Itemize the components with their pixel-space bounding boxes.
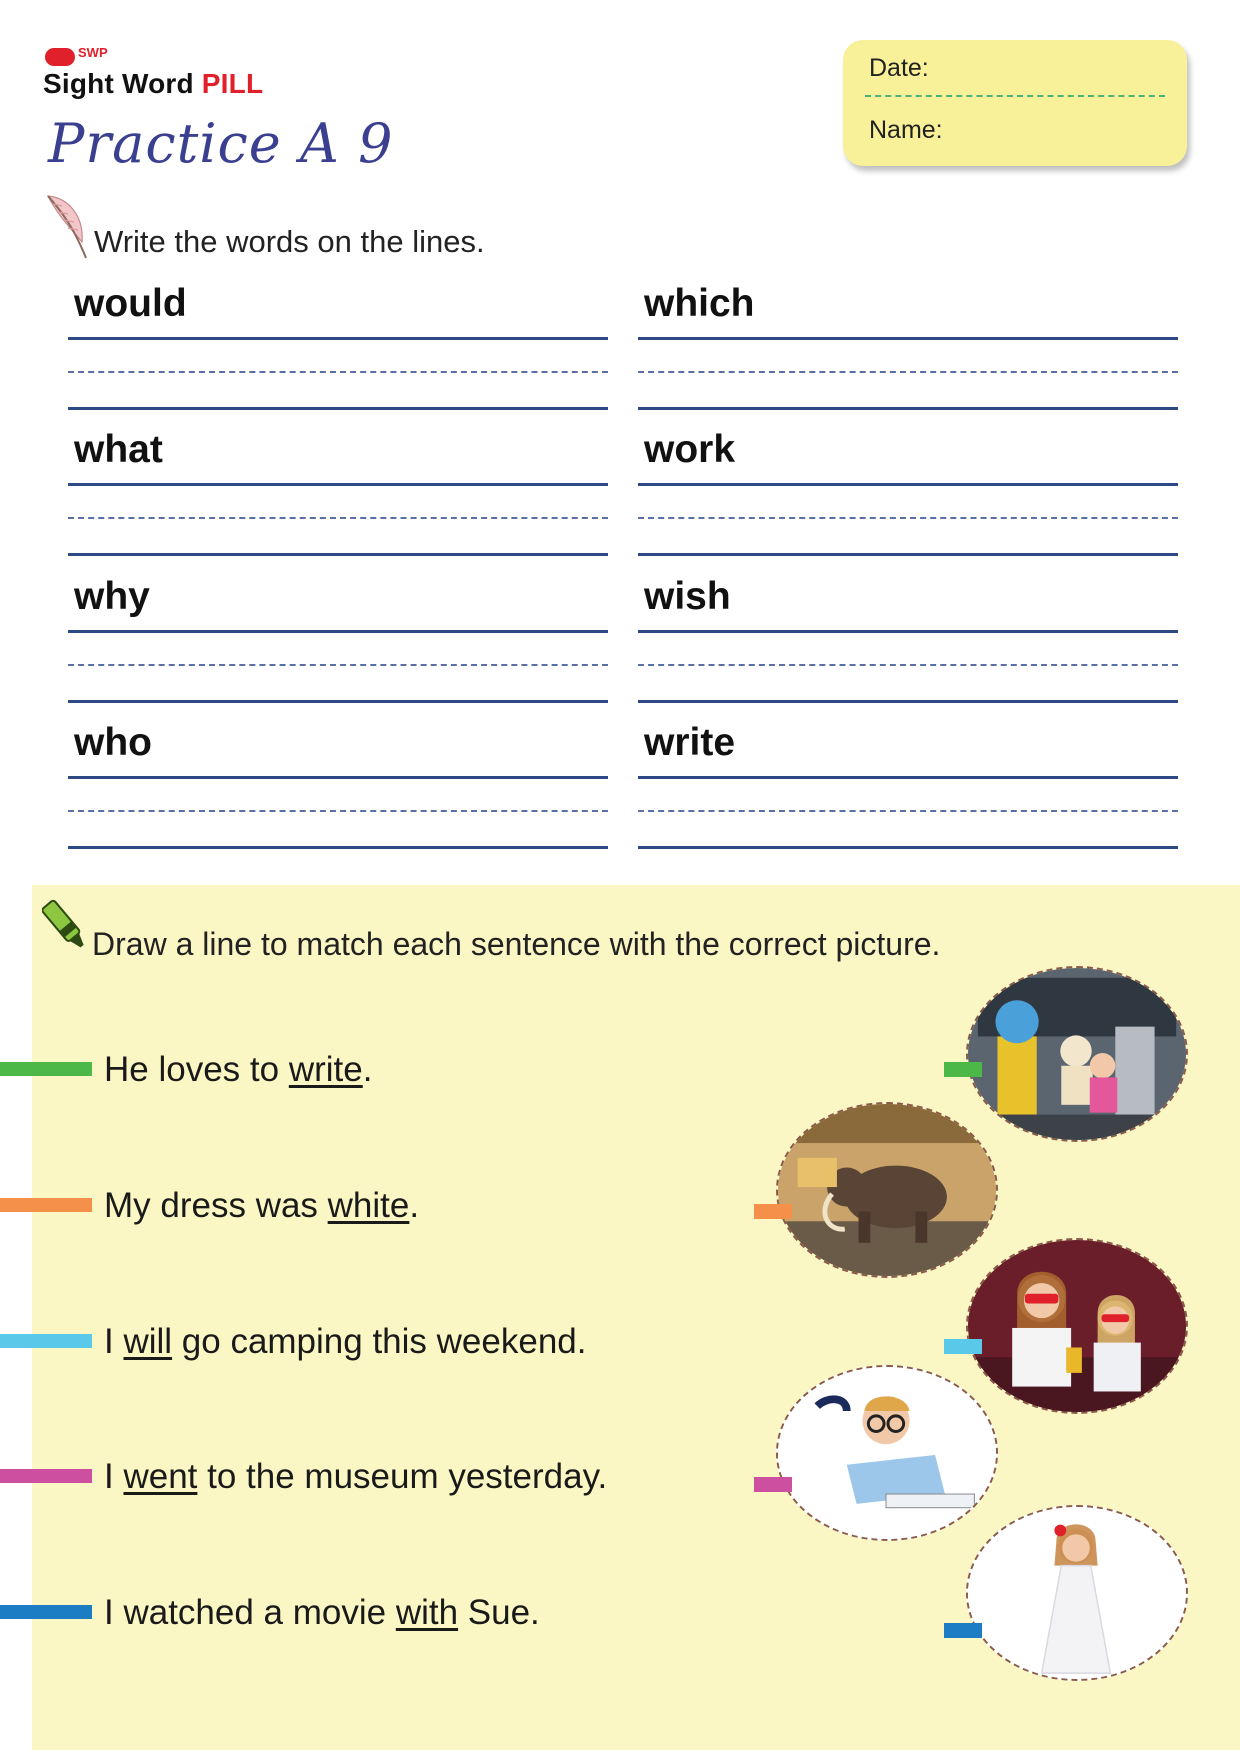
- museum-mammoth-icon: [778, 1104, 996, 1276]
- boy-writing-photo[interactable]: [776, 1365, 998, 1541]
- writing-instruction: Write the words on the lines.: [94, 224, 485, 259]
- writing-row-work[interactable]: [638, 426, 1178, 572]
- sight-word: with: [395, 1593, 459, 1632]
- writing-row-what[interactable]: [68, 426, 608, 572]
- sentence-text: He loves to: [104, 1050, 289, 1089]
- writing-line-mid: [68, 664, 608, 666]
- sentence-text: .: [362, 1050, 373, 1089]
- sight-word-pill-logo: [40, 40, 300, 110]
- girl-white-dress-photo[interactable]: [966, 1505, 1188, 1681]
- writing-line-top: [638, 776, 1178, 779]
- writing-line-bottom: [68, 846, 608, 849]
- picture-connector-green[interactable]: [944, 1062, 982, 1077]
- writing-row-would[interactable]: [68, 280, 608, 426]
- writing-row-write[interactable]: [638, 719, 1178, 865]
- practice-word: work: [644, 428, 736, 471]
- matching-instruction: Draw a line to match each sentence with the correct picture.: [92, 926, 941, 962]
- writing-line-top: [638, 630, 1178, 633]
- car-trunk-girl-dog-icon: [968, 968, 1186, 1140]
- date-label: Date:: [869, 54, 929, 82]
- sentence-connector-blue[interactable]: [0, 1605, 92, 1619]
- marker-pen-icon: [42, 896, 90, 958]
- picture-connector-lightblue[interactable]: [944, 1339, 982, 1354]
- writing-line-top: [68, 630, 608, 633]
- writing-line-bottom: [638, 553, 1178, 556]
- logo-brand-text: Sight Word: [43, 68, 202, 99]
- sentence-5: [104, 1593, 540, 1633]
- writing-row-which[interactable]: [638, 280, 1178, 426]
- writing-line-mid: [68, 810, 608, 812]
- writing-line-top: [638, 337, 1178, 340]
- writing-line-mid: [68, 517, 608, 519]
- museum-mammoth-photo[interactable]: [776, 1102, 998, 1278]
- writing-line-bottom: [68, 407, 608, 410]
- practice-word: why: [74, 575, 150, 618]
- writing-line-mid: [638, 810, 1178, 812]
- practice-word: who: [74, 721, 152, 764]
- sight-word: will: [123, 1322, 173, 1361]
- writing-line-bottom: [68, 700, 608, 703]
- girl-white-dress-icon: [968, 1507, 1186, 1679]
- practice-word: which: [644, 282, 755, 325]
- sentence-1: [104, 1050, 372, 1090]
- sentence-text: .: [409, 1186, 420, 1225]
- picture-connector-blue[interactable]: [944, 1623, 982, 1638]
- sentence-2: [104, 1186, 419, 1226]
- picture-connector-orange[interactable]: [754, 1204, 792, 1219]
- sentence-connector-lightblue[interactable]: [0, 1334, 92, 1348]
- writing-line-bottom: [638, 407, 1178, 410]
- practice-word: what: [74, 428, 163, 471]
- pill-icon: [45, 48, 75, 66]
- girls-3d-movie-photo[interactable]: [966, 1238, 1188, 1414]
- practice-word: would: [74, 282, 187, 325]
- page-title: Practice A 9: [48, 112, 394, 175]
- car-trunk-girl-dog-photo[interactable]: [966, 966, 1188, 1142]
- logo-badge: SWP: [78, 45, 108, 60]
- sight-word: went: [123, 1457, 198, 1496]
- sentence-text: My dress was: [104, 1186, 328, 1225]
- writing-line-mid: [638, 517, 1178, 519]
- sentence-text: I: [104, 1322, 124, 1361]
- writing-line-top: [68, 337, 608, 340]
- writing-line-bottom: [638, 846, 1178, 849]
- logo-brand: [43, 68, 263, 100]
- sentence-text: I: [104, 1457, 124, 1496]
- picture-connector-pink[interactable]: [754, 1477, 792, 1492]
- writing-line-mid: [638, 664, 1178, 666]
- writing-line-top: [638, 483, 1178, 486]
- sentence-connector-green[interactable]: [0, 1062, 92, 1076]
- writing-line-bottom: [638, 700, 1178, 703]
- date-divider: [865, 95, 1165, 97]
- logo-brand-pill: PILL: [201, 68, 264, 99]
- sentence-connector-orange[interactable]: [0, 1198, 92, 1212]
- practice-word: write: [644, 721, 736, 764]
- sentence-text: go camping this weekend.: [172, 1322, 587, 1361]
- writing-row-who[interactable]: [68, 719, 608, 865]
- sentence-4: [104, 1457, 607, 1497]
- sentence-text: to the museum yesterday.: [197, 1457, 608, 1496]
- writing-line-mid: [638, 371, 1178, 373]
- writing-line-top: [68, 483, 608, 486]
- sentence-connector-pink[interactable]: [0, 1469, 92, 1483]
- sentence-text: Sue.: [458, 1593, 540, 1632]
- writing-row-why[interactable]: [68, 573, 608, 719]
- writing-line-bottom: [68, 553, 608, 556]
- practice-word: wish: [644, 575, 731, 618]
- sight-word: white: [327, 1186, 410, 1225]
- sentence-text: I watched a movie: [104, 1593, 396, 1632]
- date-name-box: [843, 40, 1187, 166]
- sight-word: write: [288, 1050, 363, 1089]
- feather-icon: [40, 192, 96, 262]
- writing-line-mid: [68, 371, 608, 373]
- writing-line-top: [68, 776, 608, 779]
- sentence-3: [104, 1322, 586, 1362]
- boy-writing-icon: [778, 1367, 996, 1539]
- girls-3d-movie-icon: [968, 1240, 1186, 1412]
- name-label: Name:: [869, 116, 943, 144]
- writing-row-wish[interactable]: [638, 573, 1178, 719]
